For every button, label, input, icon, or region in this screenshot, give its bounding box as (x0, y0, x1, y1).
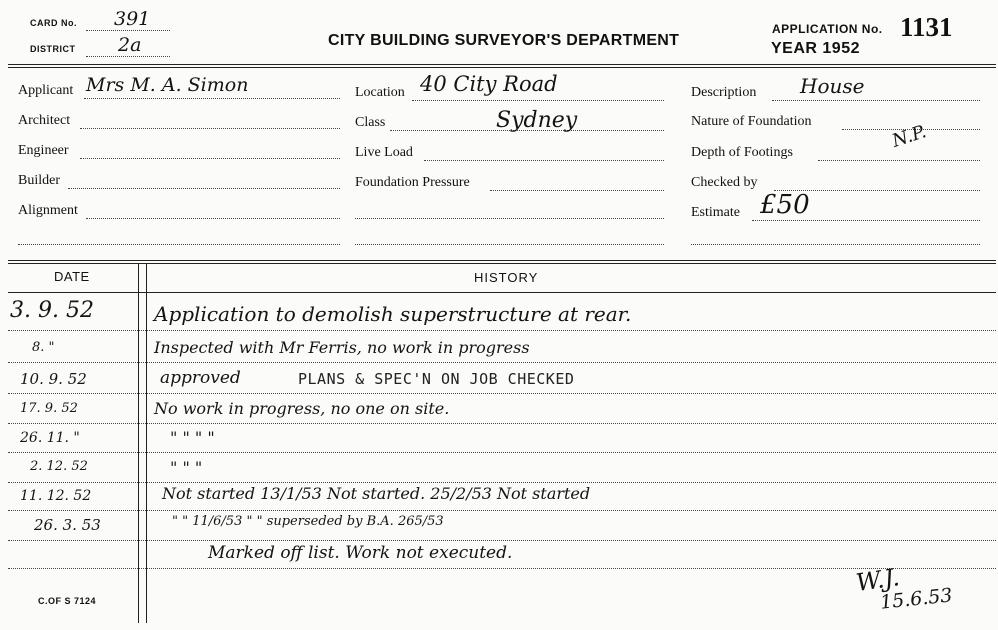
depth-value: N.P. (889, 121, 929, 152)
history-entry: Marked off list. Work not executed. (208, 543, 513, 563)
history-entry: Inspected with Mr Ferris, no work in progress (154, 338, 530, 357)
history-date: 17. 9. 52 (20, 401, 78, 416)
history-entry: Not started 13/1/53 Not started. 25/2/53 Not started (162, 484, 591, 503)
architect-label: Architect (18, 113, 71, 128)
engineer-label: Engineer (18, 143, 69, 158)
class-value: Sydney (496, 108, 578, 133)
year-label: YEAR 1952 (771, 40, 860, 57)
district-label: DISTRICT (30, 44, 76, 54)
depth-of-footings-label: Depth of Footings (691, 145, 793, 160)
plans-checked-stamp: PLANS & SPEC'N ON JOB CHECKED (298, 370, 575, 388)
nature-of-foundation-label: Nature of Foundation (691, 114, 812, 129)
history-date: 26. 11. " (20, 430, 80, 446)
history-entry: No work in progress, no one on site. (154, 399, 450, 418)
date-column-header: DATE (54, 269, 90, 284)
location-label: Location (355, 85, 405, 100)
estimate-value: £50 (760, 190, 810, 220)
history-date: 11. 12. 52 (20, 488, 92, 504)
history-date: 26. 3. 53 (34, 516, 101, 534)
alignment-label: Alignment (18, 203, 78, 218)
history-entry: " " 11/6/53 " " superseded by B.A. 265/53 (172, 514, 444, 529)
live-load-label: Live Load (355, 145, 413, 160)
estimate-label: Estimate (691, 205, 740, 220)
application-no-value: 1131 (900, 12, 953, 42)
location-value: 40 City Road (420, 72, 558, 96)
card-no-value: 391 (114, 8, 151, 30)
history-entry: Application to demolish superstructure at rear. (154, 302, 632, 326)
form-code: C.OF S 7124 (38, 596, 97, 606)
history-date: 10. 9. 52 (20, 370, 87, 388)
builder-label: Builder (18, 173, 60, 188)
foundation-pressure-label: Foundation Pressure (355, 175, 470, 190)
officer-initials: W.J. (854, 563, 902, 597)
card-no-label: CARD No. (30, 18, 77, 28)
description-value: House (800, 74, 865, 98)
department-title: CITY BUILDING SURVEYOR'S DEPARTMENT (328, 32, 680, 49)
class-label: Class (355, 115, 386, 130)
history-date: 3. 9. 52 (10, 298, 94, 323)
applicant-value: Mrs M. A. Simon (86, 74, 249, 96)
application-no-label: APPLICATION No. (772, 22, 883, 36)
signature-date: 15.6.53 (879, 584, 954, 614)
history-entry: approved (160, 368, 241, 388)
applicant-label: Applicant (18, 83, 74, 98)
description-label: Description (691, 85, 757, 100)
history-date: 8. " (32, 340, 55, 355)
history-column-header: HISTORY (474, 270, 539, 285)
history-date: 2. 12. 52 (30, 459, 88, 474)
history-entry: " " " " (170, 428, 215, 447)
district-value: 2a (118, 34, 142, 56)
history-entry: " " " (170, 458, 203, 477)
checked-by-label: Checked by (691, 175, 758, 190)
